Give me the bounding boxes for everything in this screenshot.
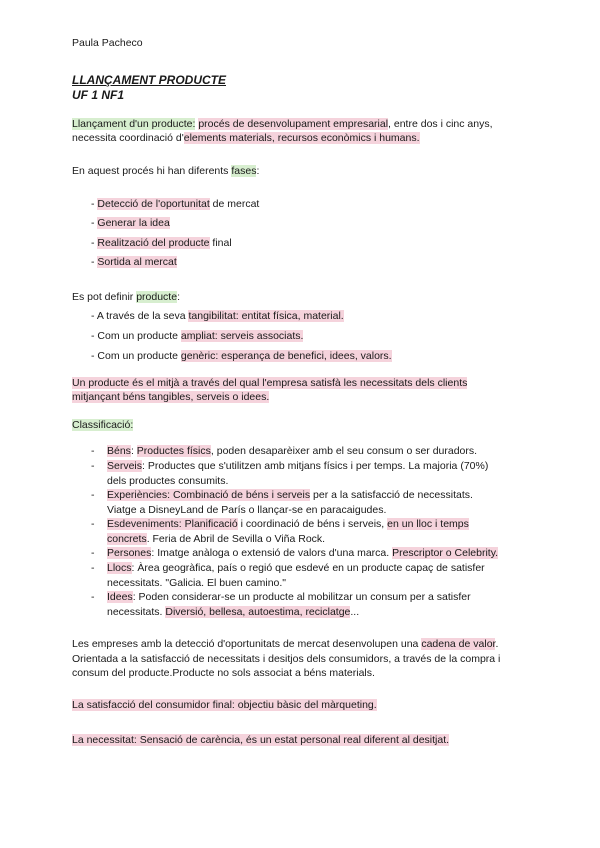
define-item: - A través de la seva tangibilitat: entitat física, material. [91,310,344,322]
product-def-text-1: Un producte és el mitjà a través del qual l'empresa satisfà les necessitats dels clients [72,377,468,389]
define-lead [72,290,180,304]
classification-text: : Productes que s'utilitzen amb mitjans físics i per temps. La majoria (70%) [142,460,489,472]
classification-item-line [107,474,228,488]
define-item-pre: Com un producte [97,350,181,362]
document-subtitle: UF 1 NF1 [72,88,125,102]
necessity-line [72,733,449,747]
intro-def: procés de desenvolupament empresarial [198,118,389,130]
classification-highlight: Béns [107,445,131,457]
classification-dash: - [91,518,95,530]
value-chain-line-1 [72,637,498,651]
classification-heading-text: Classificació: [72,419,134,431]
intro-line-2 [72,131,420,145]
phase-item-rest: de mercat [209,198,260,210]
define-item: - Com un producte genèric: esperança de benefici, idees, valors. [91,350,392,362]
product-def-line-2 [72,390,269,404]
classification-heading [72,418,133,432]
define-colon: : [177,291,180,303]
phase-item-rest: final [209,237,232,249]
classification-item-line [107,459,488,473]
classification-item-line [107,517,469,531]
intro-line-1 [72,117,493,131]
intro-line2-b: elements materials, recursos econòmics i humans. [183,132,420,144]
classification-text: Viatge a DisneyLand de París o llançar-se en paracaigudes. [107,504,387,516]
author-name: Paula Pacheco [72,37,143,49]
classification-text: . Feria de Abril de Sevilla o Viña Rock. [146,533,326,545]
define-item-pre: A través de la seva [96,310,189,322]
document-title: LLANÇAMENT PRODUCTE [72,73,226,87]
classification-dash: - [91,562,95,574]
classification-highlight: en un lloc i temps [387,518,469,530]
intro-term: Llançament d'un producte: [72,118,196,130]
classification-text: : [130,445,137,457]
classification-dash: - [91,460,95,472]
define-item-pre: Com un producte [97,330,181,342]
classification-highlight: Productes físics [136,445,211,457]
classification-dash: - [91,445,95,457]
value-chain-hl: cadena de valor [421,638,496,650]
classification-dash: - [91,591,95,603]
classification-text: : Imatge anàloga o extensió de valors d'una marca. [151,547,393,559]
classification-highlight: concrets [107,533,147,545]
classification-item-line [107,605,359,619]
classification-highlight: Experiències: Combinació de béns i serveis [107,489,311,501]
phase-item: - Detecció de l'oportunitat de mercat [91,198,260,210]
classification-text: necessitats. [107,606,166,618]
classification-text: necessitats. "Galicia. El buen camino." [107,577,287,589]
classification-text: i coordinació de béns i serveis, [237,518,388,530]
classification-item-line [107,444,477,458]
classification-text: , poden desaparèixer amb el seu consum o ser duradors. [210,445,478,457]
classification-item-line [107,546,498,560]
phases-word: fases [231,165,257,177]
value-chain-line-3: consum del producte.Producte no sols associat a béns materials. [72,667,375,679]
classification-text: : Poden considerar-se un producte al mobilitzar un consum per a satisfer [132,591,471,603]
product-def-line-1 [72,376,467,390]
classification-item-line [107,561,485,575]
classification-text: ... [350,606,360,618]
classification-dash: - [91,489,95,501]
satisfaction-text: La satisfacció del consumidor final: objectiu bàsic del màrqueting. [72,699,377,711]
value-chain-c: . [495,638,499,650]
define-item-hl: tangibilitat: entitat física, material. [188,310,344,322]
phases-lead [72,164,259,178]
classification-item-line [107,532,325,546]
phase-item-hl: Sortida al mercat [97,256,177,268]
classification-item-line [107,488,473,502]
classification-item-line [107,576,286,590]
define-item: - Com un producte ampliat: serveis associats. [91,330,304,342]
classification-highlight: Esdeveniments: Planificació [107,518,238,530]
classification-highlight: Llocs [107,562,132,574]
classification-highlight: Serveis [107,460,143,472]
classification-text: dels productes consumits. [107,475,229,487]
define-lead-text: Es pot definir [72,291,137,303]
define-item-hl: genèric: esperança de benefici, idees, valors. [180,350,392,362]
intro-rest: , entre dos i cinc anys, [388,118,493,130]
classification-highlight: Persones [107,547,152,559]
intro-line2-a: necessita coordinació d' [72,132,184,144]
value-chain-line-2: Orientada a la satisfacció de necessitats i desitjos dels consumidors, a través de la compra i [72,653,501,665]
define-word: producte [136,291,178,303]
phase-item-hl: Generar la idea [97,217,170,229]
product-def-text-2: mitjançant béns tangibles, serveis o idees. [72,391,270,403]
phase-item: - Generar la idea [91,217,170,229]
classification-dash: - [91,547,95,559]
classification-text: per a la satisfacció de necessitats. [310,489,473,501]
classification-item-line [107,503,386,517]
classification-text: : Àrea geogràfica, país o regió que esdevé en un producte capaç de satisfer [131,562,485,574]
phase-item: - Realització del producte final [91,237,232,249]
phases-colon: : [256,165,260,177]
phase-item-hl: Realització del producte [97,237,210,249]
satisfaction-line [72,698,377,712]
phase-item-hl: Detecció de l'oportunitat [97,198,210,210]
define-item-hl: ampliat: serveis associats. [180,330,304,342]
phase-item: - Sortida al mercat [91,256,177,268]
classification-highlight: Diversió, bellesa, autoestima, reciclatge [165,606,351,618]
necessity-text: La necessitat: Sensació de carència, és un estat personal real diferent al desitjat. [72,734,450,746]
value-chain-a: Les empreses amb la detecció d'oportunitats de mercat desenvolupen una [72,638,422,650]
phases-lead-text: En aquest procés hi han diferents [72,165,232,177]
classification-highlight: Idees [107,591,133,603]
classification-item-line [107,590,471,604]
classification-highlight: Prescriptor o Celebrity. [392,547,499,559]
